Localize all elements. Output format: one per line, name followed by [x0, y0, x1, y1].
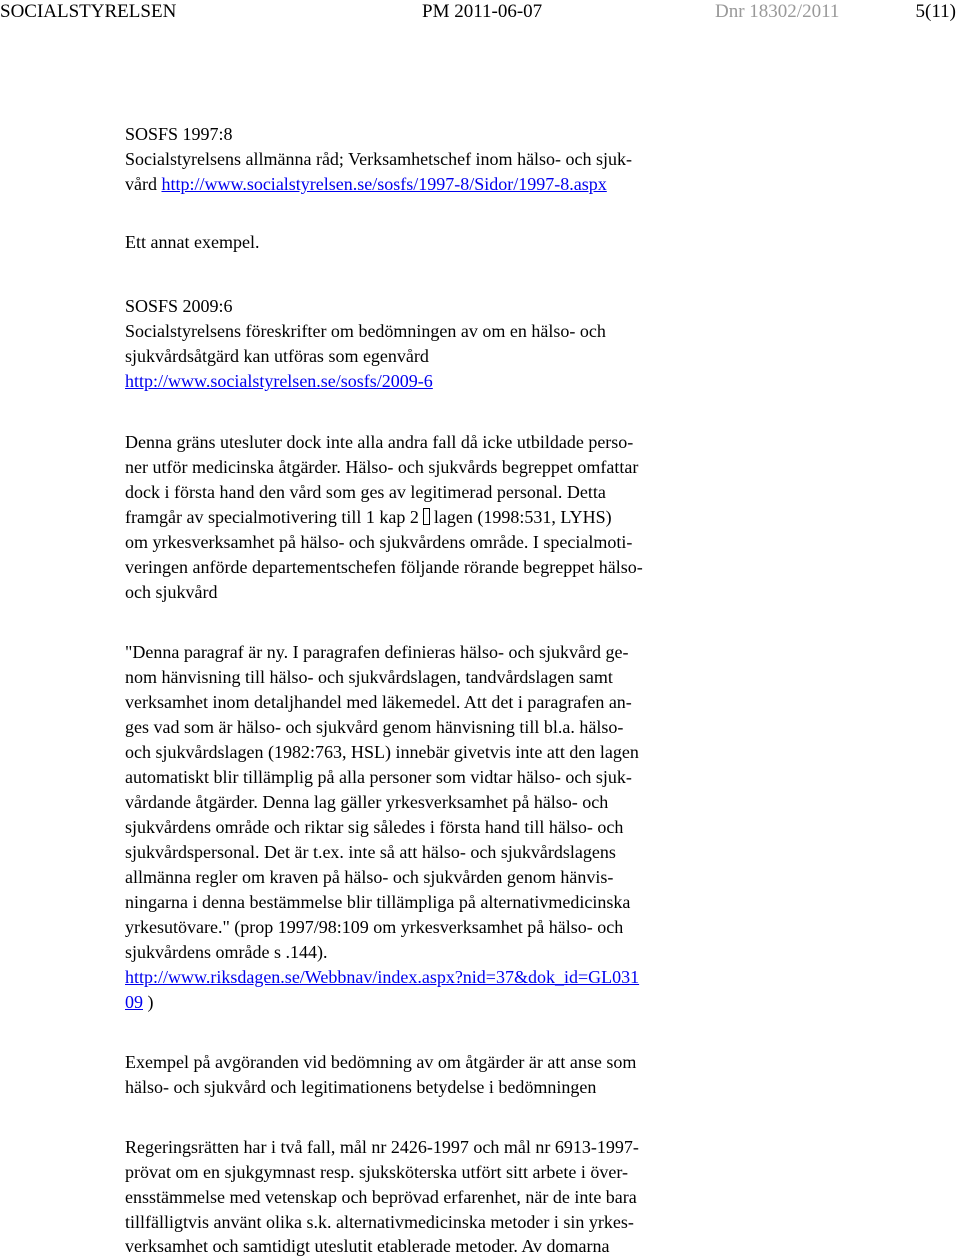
text-line: verksamhet inom detaljhandel med läkemedel. Att det i paragrafen an-: [125, 692, 632, 712]
text-segment: framgår av specialmotivering till 1 kap 2: [125, 507, 419, 527]
text-line: nom hänvisning till hälso- och sjukvårdslagen, tandvårdslagen samt: [125, 667, 613, 687]
text-line: [125, 370, 433, 392]
text-line: ningarna i denna bestämmelse blir tillämpliga på alternativmedicinska: [125, 892, 631, 912]
text-line: [125, 506, 612, 528]
text-line: SOSFS 2009:6: [125, 296, 233, 316]
text-line: om yrkesverksamhet på hälso- och sjukvårdens område. I specialmoti-: [125, 532, 633, 552]
text-line: yrkesutövare." (prop 1997/98:109 om yrkesverksamhet på hälso- och: [125, 917, 624, 937]
text-line: verksamhet och samtidigt uteslutit etablerade metoder. Av domarna: [125, 1236, 610, 1256]
text-line: Denna gräns utesluter dock inte alla andra fall då icke utbildade perso-: [125, 432, 634, 452]
sosfs-1997-8-link[interactable]: http://www.socialstyrelsen.se/sosfs/1997-8/Sidor/1997-8.aspx: [161, 174, 607, 194]
text-line: "Denna paragraf är ny. I paragrafen definieras hälso- och sjukvård ge-: [125, 642, 629, 662]
text-line: ner utför medicinska åtgärder. Hälso- och sjukvårds begreppet omfattar: [125, 457, 639, 477]
text-line: och sjukvårdslagen (1982:763, HSL) innebär givetvis inte att den lagen: [125, 742, 639, 762]
header-page-number: 5(11): [915, 1, 956, 22]
text-line: SOSFS 1997:8: [125, 124, 233, 144]
text-line: Regeringsrätten har i två fall, mål nr 2426-1997 och mål nr 6913-1997-: [125, 1137, 639, 1157]
text-line: och sjukvård: [125, 582, 218, 602]
text-line: veringen anförde departementschefen följande rörande begreppet hälso-: [125, 557, 643, 577]
text-segment: lagen (1998:531, LYHS): [433, 507, 612, 527]
riksdagen-link-continued[interactable]: 09: [125, 992, 143, 1012]
text-segment: vård: [125, 174, 162, 194]
text-line: Ett annat exempel.: [125, 232, 260, 252]
text-line: [125, 173, 607, 195]
header-memo-date: PM 2011-06-07: [422, 1, 543, 22]
text-line: ges vad som är hälso- och sjukvård genom hänvisning till bl.a. hälso-: [125, 717, 624, 737]
text-line: sjukvårdens område s .144).: [125, 942, 328, 962]
text-segment: ): [143, 992, 154, 1012]
text-line: prövat om en sjukgymnast resp. sjuksköterska utfört sitt arbete i över-: [125, 1162, 629, 1182]
text-line: Socialstyrelsens föreskrifter om bedömningen av om en hälso- och: [125, 321, 606, 341]
page-header: [0, 0, 960, 26]
text-line: allmänna regler om kraven på hälso- och sjukvården genom hänvis-: [125, 867, 614, 887]
text-line: Socialstyrelsens allmänna råd; Verksamhetschef inom hälso- och sjuk-: [125, 149, 633, 169]
text-line: sjukvårdspersonal. Det är t.ex. inte så att hälso- och sjukvårdslagens: [125, 842, 616, 862]
section-mark-icon: [423, 508, 430, 525]
text-line: sjukvårdens område och riktar sig således i första hand till hälso- och: [125, 817, 624, 837]
text-line: tillfälligtvis använt olika s.k. alternativmedicinska metoder i sin yrkes-: [125, 1212, 634, 1232]
header-organization: SOCIALSTYRELSEN: [0, 1, 177, 22]
header-diary-number: Dnr 18302/2011: [715, 1, 840, 22]
text-line: vårdande åtgärder. Denna lag gäller yrkesverksamhet på hälso- och: [125, 792, 609, 812]
text-line: dock i första hand den vård som ges av legitimerad personal. Detta: [125, 482, 606, 502]
text-line: Exempel på avgöranden vid bedömning av om åtgärder är att anse som: [125, 1052, 637, 1072]
text-line: hälso- och sjukvård och legitimationens betydelse i bedömningen: [125, 1077, 597, 1097]
sosfs-2009-6-link[interactable]: http://www.socialstyrelsen.se/sosfs/2009-6: [125, 371, 433, 391]
text-line: [125, 991, 154, 1013]
text-line: automatiskt blir tillämplig på alla personer som vidtar hälso- och sjuk-: [125, 767, 632, 787]
text-line: [125, 966, 639, 988]
text-line: sjukvårdsåtgärd kan utföras som egenvård: [125, 346, 429, 366]
riksdagen-link[interactable]: http://www.riksdagen.se/Webbnav/index.aspx?nid=37&dok_id=GL031: [125, 967, 640, 987]
text-line: ensstämmelse med vetenskap och beprövad erfarenhet, när de inte bara: [125, 1187, 637, 1207]
